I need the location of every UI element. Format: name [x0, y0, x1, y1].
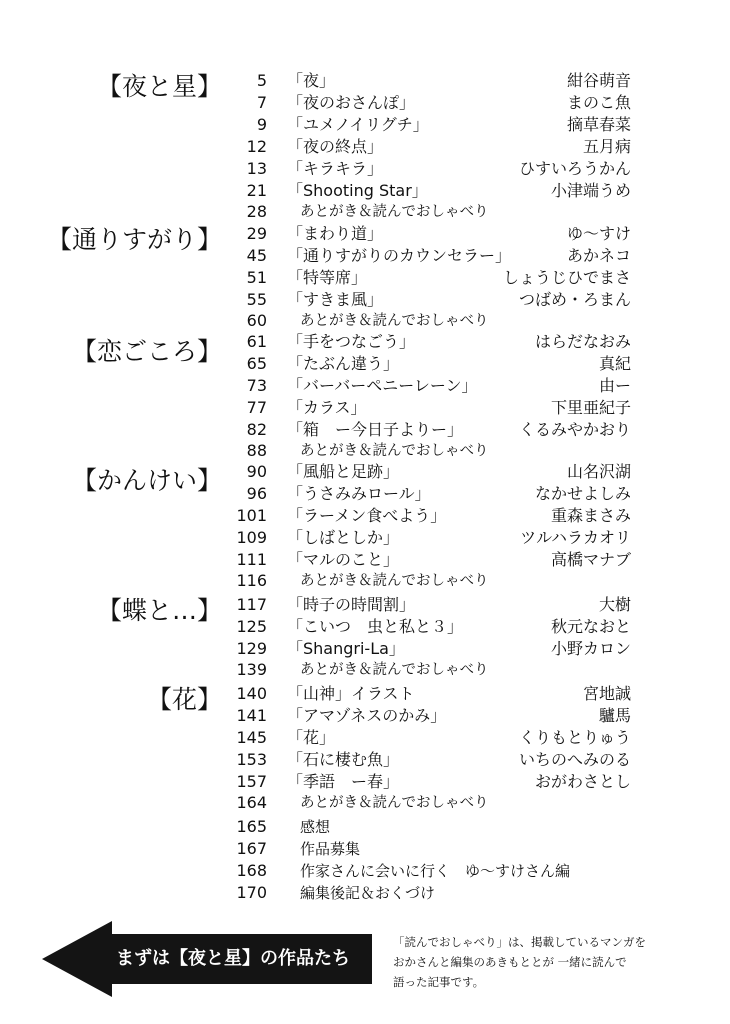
toc-entry[interactable] — [0, 461, 730, 483]
page-number: 141 — [236, 706, 267, 725]
author-name: 重森まさみ — [550, 506, 631, 525]
work-title: 「花」 — [287, 728, 336, 747]
page-number: 55 — [246, 290, 267, 309]
page-number: 13 — [246, 159, 267, 178]
work-title: 「手をつなごう」 — [287, 332, 416, 351]
page-number: 60 — [246, 311, 267, 330]
work-title: 作品募集 — [300, 840, 361, 858]
author-name: 高橋マナブ — [550, 550, 631, 569]
page-number: 73 — [246, 376, 267, 395]
page-number: 153 — [236, 750, 267, 769]
section-heading-hana: 【花】 — [146, 685, 222, 714]
footnote-line: 語った記事です。 — [393, 975, 485, 989]
work-title: あとがき＆読んでおしゃべり — [300, 204, 489, 220]
author-name: 秋元なおと — [550, 617, 631, 636]
section-heading-koigokoro: 【恋ごころ】 — [71, 337, 222, 366]
toc-entry[interactable] — [0, 92, 730, 114]
work-title: 「時子の時間割」 — [287, 595, 416, 614]
toc-entry[interactable] — [0, 375, 730, 397]
page-number: 82 — [246, 420, 267, 439]
toc-entry[interactable] — [0, 594, 730, 616]
toc-entry[interactable] — [0, 616, 730, 638]
work-title: 「夜のおさんぽ」 — [287, 93, 416, 112]
toc-entry[interactable] — [0, 419, 730, 441]
page-number: 61 — [246, 332, 267, 351]
author-name: 五月病 — [582, 137, 631, 156]
footnote-line: 「読んでおしゃべり」は、掲載しているマンガを — [393, 935, 646, 949]
page-number: 12 — [246, 137, 267, 156]
work-title: 「夜」 — [287, 71, 336, 90]
author-name: まのこ魚 — [566, 93, 631, 112]
work-title: 「ラーメン食べよう」 — [287, 506, 447, 525]
arrow-label: まずは【夜と星】の作品たち — [116, 948, 350, 969]
work-title: 「うさみみロール」 — [287, 484, 431, 503]
work-title: あとがき＆読んでおしゃべり — [300, 662, 489, 678]
toc-entry-misc[interactable] — [0, 860, 730, 882]
page-number: 29 — [246, 224, 267, 243]
toc-entry-afterword[interactable] — [0, 201, 730, 223]
toc-entry[interactable] — [0, 70, 730, 92]
work-title: 「Shangri-La」 — [287, 639, 405, 658]
toc-entry[interactable] — [0, 705, 730, 727]
work-title: 「すきま風」 — [287, 290, 384, 309]
work-title: 「アマゾネスのかみ」 — [287, 706, 447, 725]
toc-entry[interactable] — [0, 245, 730, 267]
page-number: 164 — [236, 793, 267, 812]
page-number: 9 — [256, 115, 267, 134]
toc-entry-misc[interactable] — [0, 816, 730, 838]
toc-entry[interactable] — [0, 397, 730, 419]
page-number: 5 — [256, 71, 267, 90]
section-heading-kankei: 【かんけい】 — [71, 466, 222, 495]
work-title: 「季語 ー春」 — [287, 772, 400, 791]
work-title: 「夜の終点」 — [287, 137, 384, 156]
page-number: 77 — [246, 398, 267, 417]
work-title: 「カラス」 — [287, 398, 367, 417]
toc-entry[interactable] — [0, 483, 730, 505]
page-number: 28 — [246, 202, 267, 221]
work-title: 「通りすがりのカウンセラー」 — [287, 246, 512, 265]
page-number: 101 — [236, 506, 267, 525]
section-heading-chou-to: 【蝶と…】 — [96, 596, 222, 625]
next-section-arrow[interactable] — [42, 921, 372, 997]
toc-entry[interactable] — [0, 331, 730, 353]
toc-entry[interactable] — [0, 505, 730, 527]
page-number: 51 — [246, 268, 267, 287]
author-name: 山名沢湖 — [566, 462, 631, 481]
page-number: 125 — [236, 617, 267, 636]
toc-entry[interactable] — [0, 549, 730, 571]
toc-entry[interactable] — [0, 638, 730, 660]
author-name: くりもとりゅう — [518, 728, 631, 747]
footnote-line: おかさんと編集のあきもととが 一緒に読んで — [393, 955, 627, 969]
author-name: 小津端うめ — [550, 181, 631, 200]
toc-entry[interactable] — [0, 289, 730, 311]
page-number: 90 — [246, 462, 267, 481]
author-name: ゆ～すけ — [566, 224, 631, 243]
footnote — [393, 932, 693, 992]
page-number: 168 — [236, 861, 267, 880]
author-name: おがわさとし — [534, 772, 631, 791]
author-name: 下里亜紀子 — [550, 398, 631, 417]
page-number: 65 — [246, 354, 267, 373]
toc-entry-misc[interactable] — [0, 838, 730, 860]
work-title: 「マルのこと」 — [287, 550, 400, 569]
toc-entry[interactable] — [0, 114, 730, 136]
work-title: あとがき＆読んでおしゃべり — [300, 795, 489, 811]
work-title: 「石に棲む魚」 — [287, 750, 400, 769]
page-number: 167 — [236, 839, 267, 858]
work-title: 「箱 ー今日子よりー」 — [287, 420, 464, 439]
author-name: いちのへみのる — [518, 750, 631, 769]
page-number: 116 — [236, 571, 267, 590]
work-title: 「特等席」 — [287, 268, 368, 287]
page-number: 21 — [246, 181, 267, 200]
work-title: 「キラキラ」 — [287, 159, 384, 178]
toc-entry[interactable] — [0, 771, 730, 793]
author-name: ツルハラカオリ — [520, 528, 631, 547]
toc-entry[interactable] — [0, 158, 730, 180]
work-title: 作家さんに会いに行く ゆ～すけさん編 — [300, 862, 571, 880]
author-name: しょうじひでまさ — [502, 268, 631, 287]
toc-entry-afterword[interactable] — [0, 792, 730, 814]
work-title: 「しばとしか」 — [287, 528, 400, 547]
section-heading-toorisugari: 【通りすがり】 — [46, 225, 222, 254]
page-number: 109 — [236, 528, 267, 547]
work-title: 「風船と足跡」 — [287, 462, 400, 481]
toc-entry[interactable] — [0, 136, 730, 158]
work-title: 「たぶん違う」 — [287, 354, 400, 373]
author-name: ひすいろうかん — [518, 159, 631, 178]
page-number: 140 — [236, 684, 267, 703]
toc-entry[interactable] — [0, 683, 730, 705]
author-name: 驢馬 — [598, 706, 631, 725]
section-heading-yoru-to-hoshi: 【夜と星】 — [96, 72, 222, 101]
toc-entry[interactable] — [0, 353, 730, 375]
work-title: あとがき＆読んでおしゃべり — [300, 313, 489, 329]
work-title: 編集後記＆おくづけ — [300, 884, 436, 902]
page-number: 111 — [236, 550, 267, 569]
author-name: あかネコ — [566, 246, 631, 265]
toc-entry-misc[interactable] — [0, 882, 730, 904]
author-name: 小野カロン — [550, 639, 631, 658]
work-title: 「山神」イラスト — [287, 684, 415, 703]
work-title: あとがき＆読んでおしゃべり — [300, 573, 489, 589]
toc-entry-afterword[interactable] — [0, 659, 730, 681]
toc-entry[interactable] — [0, 749, 730, 771]
toc-entry-afterword[interactable] — [0, 570, 730, 592]
author-name: くるみやかおり — [518, 420, 631, 439]
author-name: 真紀 — [598, 354, 631, 373]
author-name: 紺谷萌音 — [566, 71, 631, 90]
author-name: 宮地誠 — [582, 684, 631, 703]
author-name: つばめ・ろまん — [518, 290, 631, 309]
toc-entry[interactable] — [0, 267, 730, 289]
author-name: はらだなおみ — [534, 332, 631, 351]
author-name: なかせよしみ — [534, 484, 631, 503]
work-title: 「Shooting Star」 — [287, 181, 428, 200]
author-name: 摘草春菜 — [566, 115, 631, 134]
page-number: 7 — [256, 93, 267, 112]
toc-entry[interactable] — [0, 180, 730, 202]
page-number: 117 — [236, 595, 267, 614]
toc-entry[interactable] — [0, 223, 730, 245]
page-number: 170 — [236, 883, 267, 902]
work-title: 「ユメノイリグチ」 — [287, 115, 429, 134]
author-name: 大樹 — [598, 595, 631, 614]
author-name: 由ー — [598, 376, 631, 395]
page-number: 88 — [246, 441, 267, 460]
work-title: 「こいつ 虫と私と３」 — [287, 617, 464, 636]
toc-entry[interactable] — [0, 727, 730, 749]
work-title: 「バーバーペニーレーン」 — [287, 376, 478, 395]
toc-entry-afterword[interactable] — [0, 310, 730, 332]
work-title: 「まわり道」 — [287, 224, 384, 243]
page-number: 145 — [236, 728, 267, 747]
work-title: 感想 — [300, 818, 331, 836]
work-title: あとがき＆読んでおしゃべり — [300, 443, 489, 459]
toc-entry[interactable] — [0, 527, 730, 549]
page-number: 96 — [246, 484, 267, 503]
page-number: 157 — [236, 772, 267, 791]
page-number: 139 — [236, 660, 267, 679]
page-number: 45 — [246, 246, 267, 265]
toc-entry-afterword[interactable] — [0, 440, 730, 462]
page-number: 165 — [236, 817, 267, 836]
page-number: 129 — [236, 639, 267, 658]
